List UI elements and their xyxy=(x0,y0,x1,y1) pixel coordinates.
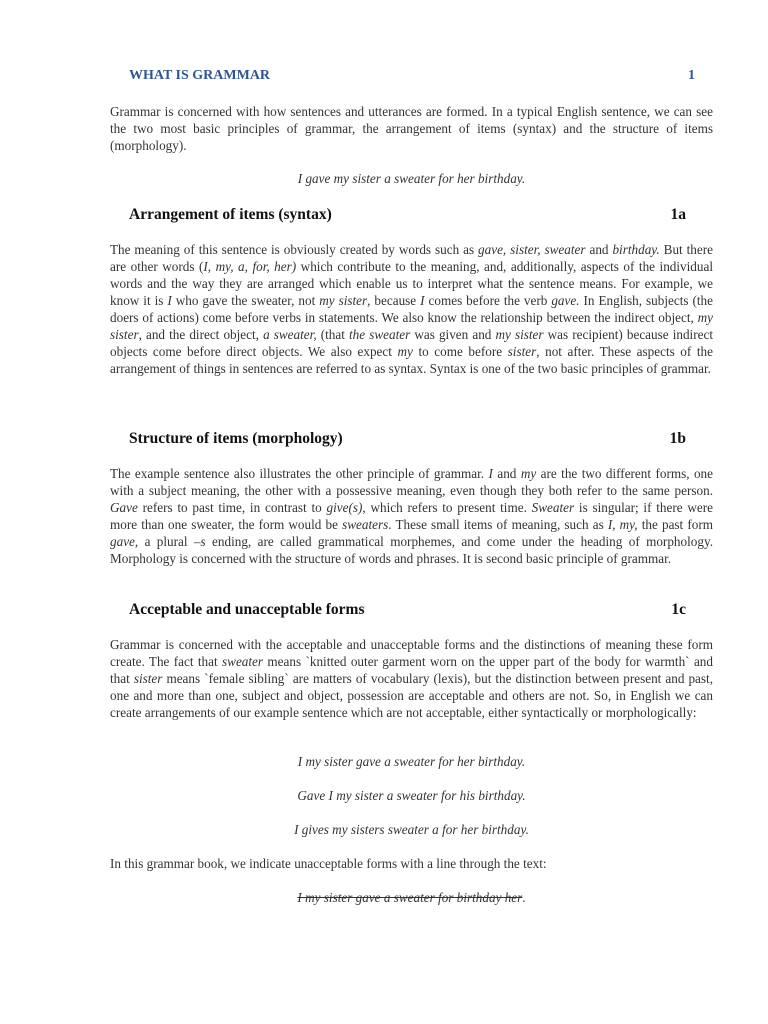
section-heading-1c xyxy=(129,601,686,619)
section-title: Acceptable and unacceptable forms xyxy=(129,601,365,618)
example-sentence: I gave my sister a sweater for her birthday. xyxy=(297,171,526,186)
page-number: 1 xyxy=(688,68,695,83)
struck-example xyxy=(110,890,713,906)
unacceptable-example-2: Gave I my sister a sweater for his birthday. xyxy=(297,788,526,803)
section-title: Structure of items (morphology) xyxy=(129,430,343,447)
section-number: 1a xyxy=(670,206,686,223)
morphology-paragraph: The example sentence also illustrates the other principle of grammar. I and my are the two different forms, one with a subject meaning, the other with a possessive meaning, even though they both refer to the same person. Gave refers to past time, in contrast to give(s), which refers to present time. Sweater is singular; if there were more than one sweater, the form would be sweaters. These small items of meaning, such as I, my, the past form gave, a plural –s ending, are called grammatical morphemes, and come under the heading of morphology. Morphology is concerned with the structure of words and phrases. It is second basic principle of grammar. xyxy=(110,466,713,566)
section-heading-1a xyxy=(129,206,686,224)
syntax-paragraph: The meaning of this sentence is obviously created by words such as gave, sister, sweater and birthday. But there are other words (I, my, a, for, her) which contribute to the meaning, and, additionally, aspects of the individual words and the way they are arranged which enable us to interpret what the sentence means. For example, we know it is I who gave the sweater, not my sister, because I comes before the verb gave. In English, subjects (the doers of actions) come before verbs in statements. We also know the relationship between the indirect object, my sister, and the direct object, a sweater, (that the sweater was given and my sister was recipient) because indirect objects come before direct objects. We also expect my to come before sister, not after. These aspects of the arrangement of things in sentences are referred to as syntax. Syntax is one of the two basic principles of grammar. xyxy=(110,242,714,376)
section-heading-1b xyxy=(129,430,686,448)
page-header xyxy=(129,68,695,84)
unacceptable-example-3: I gives my sisters sweater a for her birthday. xyxy=(294,822,529,837)
struck-text: I my sister gave a sweater for birthday her xyxy=(297,890,523,905)
chapter-title: WHAT IS GRAMMAR xyxy=(129,68,271,83)
section-title: Arrangement of items (syntax) xyxy=(129,206,332,223)
forms-paragraph: Grammar is concerned with the acceptable and unacceptable forms and the distinctions of meaning these form create. The fact that sweater means `knitted outer garment worn on the upper part of the body for warmth` and that sister means `female sibling` are matters of vocabulary (lexis), but the distinction between present and past, one and more than one, subject and object, possession are acceptable and others are not. So, in English we can create arrangements of our example sentence which are not acceptable, either syntactically or morphologically: xyxy=(110,637,713,720)
unacceptable-example-1: I my sister gave a sweater for her birthday. xyxy=(297,754,526,769)
intro-paragraph: Grammar is concerned with how sentences and utterances are formed. In a typical English sentence, we can see the two most basic principles of grammar, the arrangement of items (syntax) and the structure of items (morphology). xyxy=(110,104,713,153)
section-number: 1b xyxy=(669,430,686,447)
struck-period: . xyxy=(522,890,526,905)
section-number: 1c xyxy=(671,601,686,618)
strikethrough-note: In this grammar book, we indicate unacceptable forms with a line through the text: xyxy=(110,856,547,871)
